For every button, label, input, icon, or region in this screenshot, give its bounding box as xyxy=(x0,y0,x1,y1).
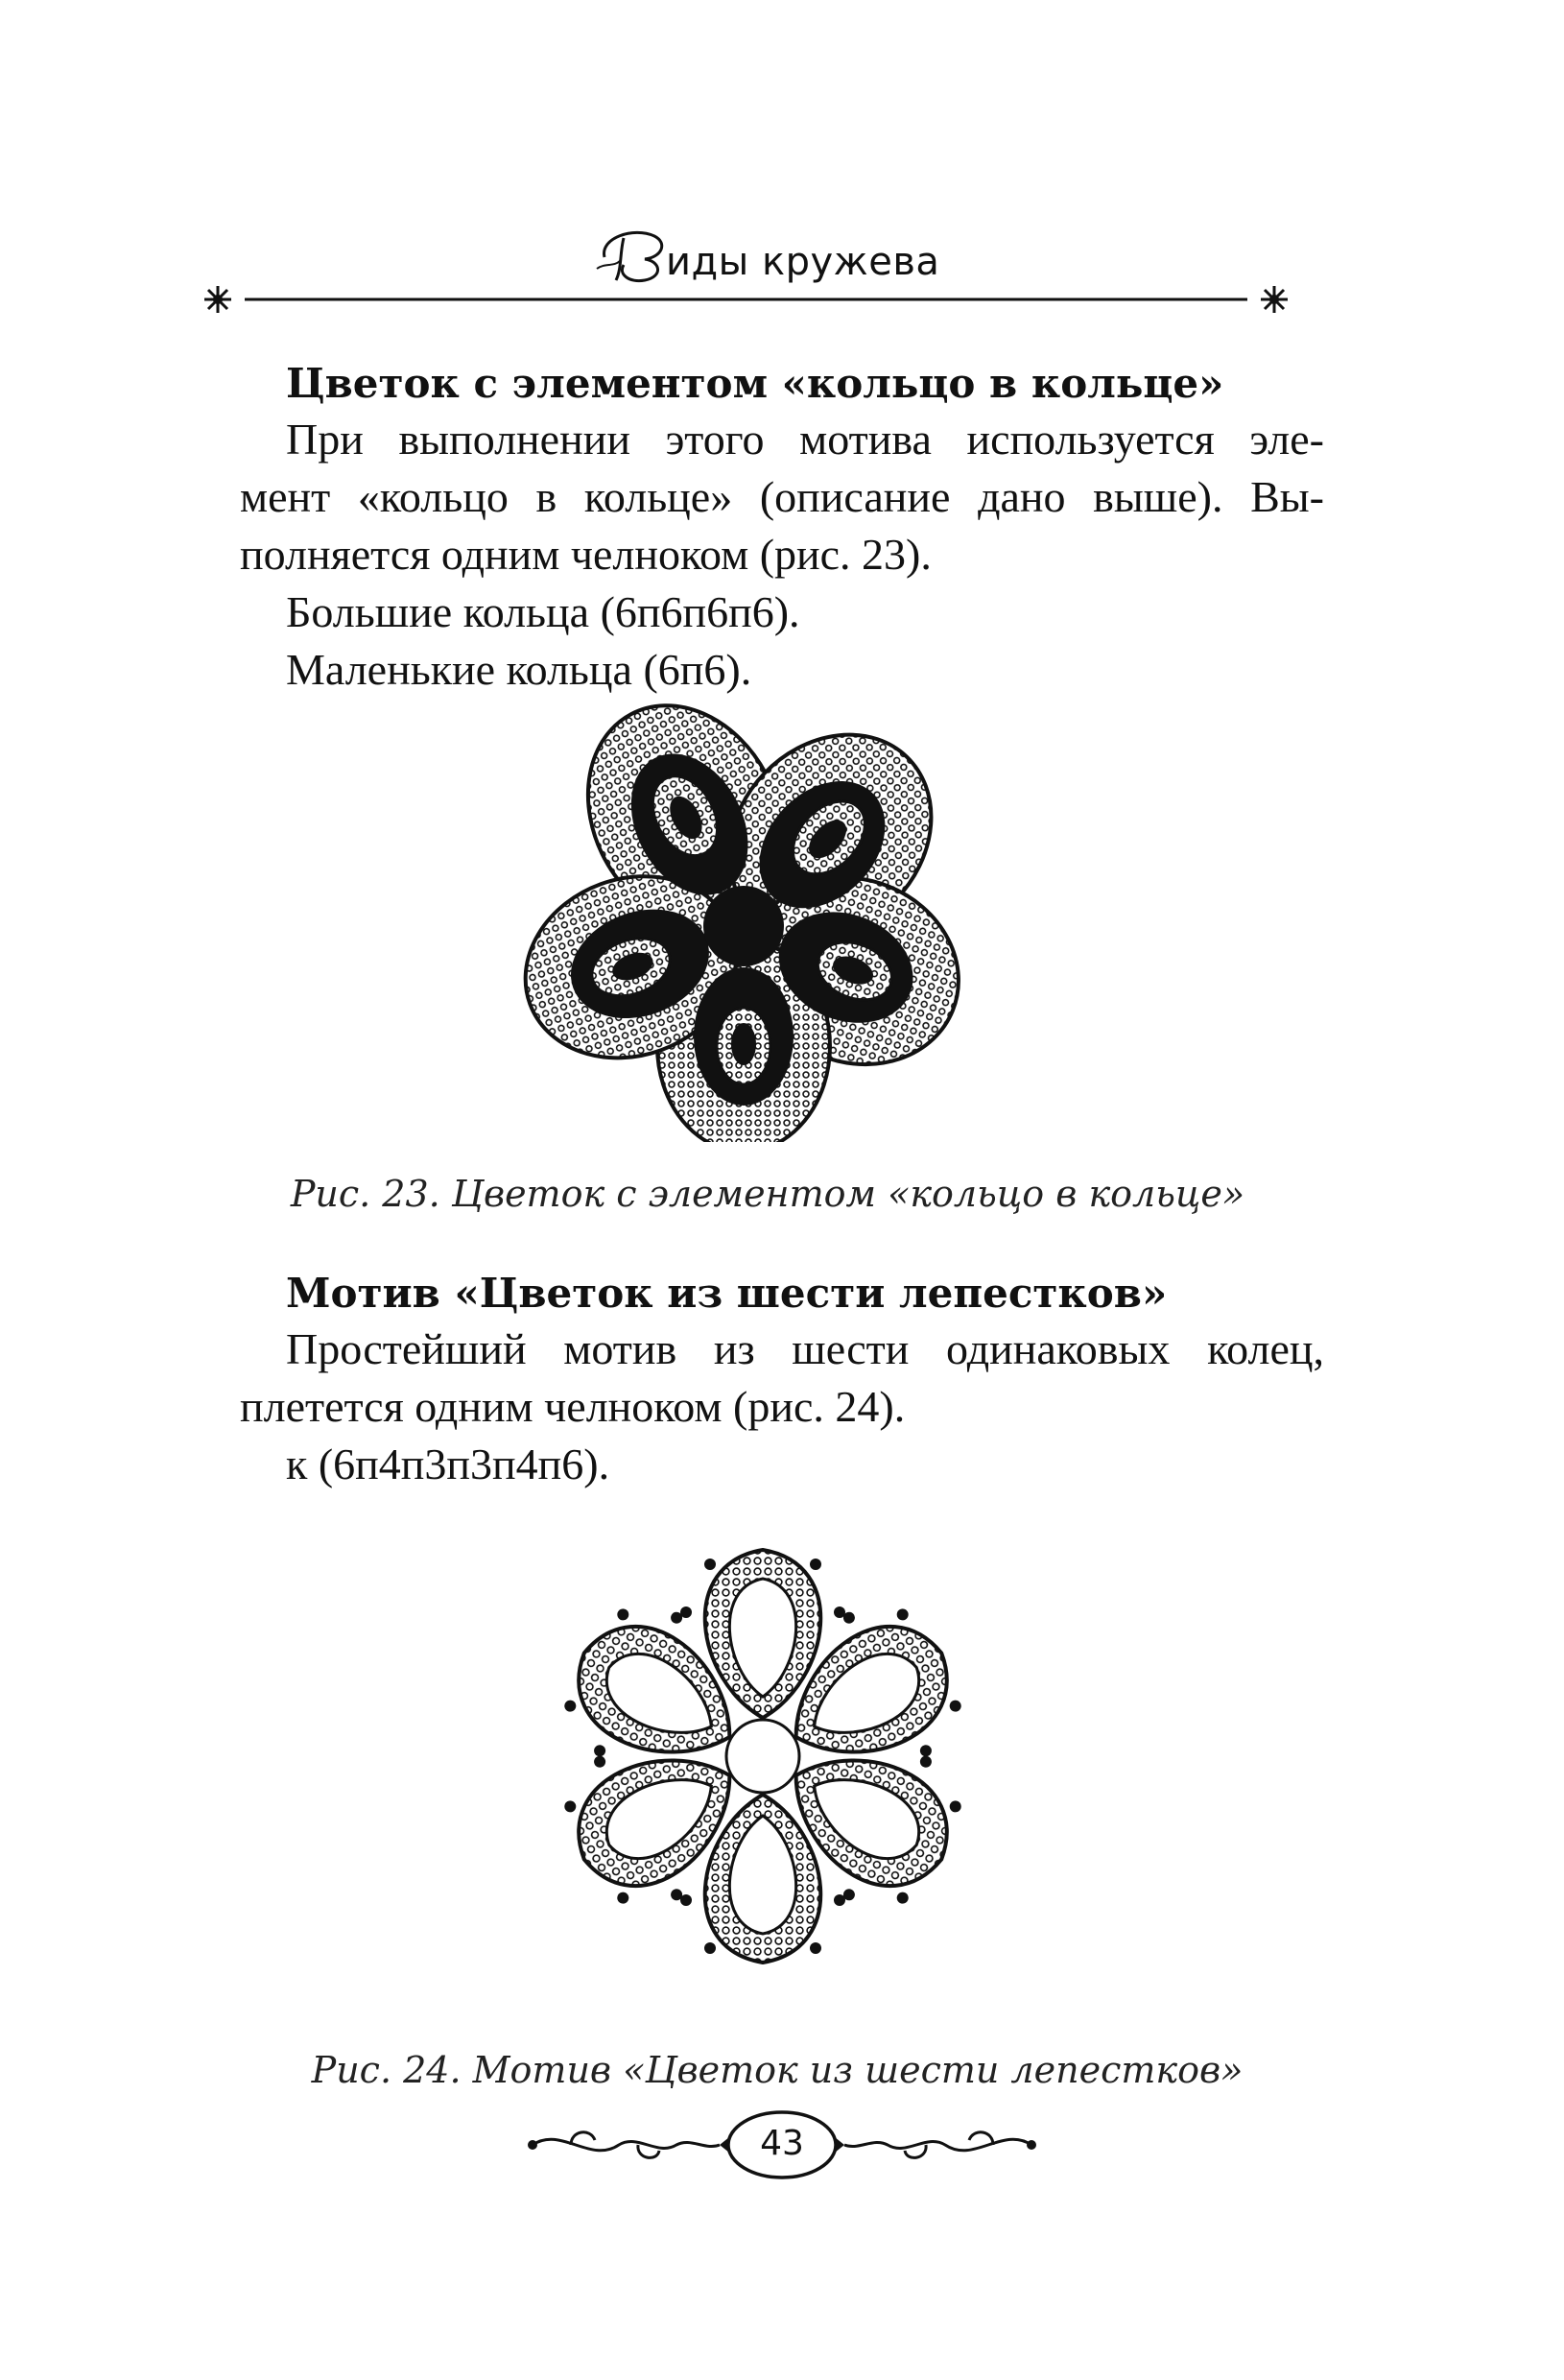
page-footer xyxy=(513,2106,1051,2183)
snowflake-ornament-left-icon xyxy=(204,286,231,313)
decorative-initial-icon xyxy=(595,219,672,286)
paragraph-line: Маленькие кольца (6п6). xyxy=(286,645,752,694)
running-header-text: иды кружева xyxy=(666,240,940,284)
section-ring-in-ring xyxy=(240,357,1324,699)
figure-caption: Рис. 23. Цветок с элементом «кольцо в кольце» xyxy=(290,1173,1245,1215)
section-paragraph xyxy=(240,1321,1324,1493)
figure-caption: Рис. 24. Мотив «Цветок из шести лепестков» xyxy=(311,2049,1244,2091)
paragraph-line: к (6п4п3п3п4п6). xyxy=(286,1440,610,1488)
paragraph-line: Простейший мотив из шести одинаковых колец, xyxy=(286,1324,1324,1373)
paragraph-line: Большие кольца (6п6п6п6). xyxy=(286,587,800,636)
paragraph-line: полняется одним челноком (рис. 23). xyxy=(240,530,932,579)
running-header xyxy=(0,202,1564,288)
snowflake-ornament-right-icon xyxy=(1261,286,1288,313)
section-title: Мотив «Цветок из шести лепестков» xyxy=(286,1270,1168,1317)
paragraph-line: плетется одним челноком (рис. 24). xyxy=(240,1382,906,1431)
page-number: 43 xyxy=(760,2124,804,2163)
head-initial: В xyxy=(595,219,596,220)
figure-24-six-petal-illustration xyxy=(494,1516,1031,1996)
running-header-title xyxy=(595,219,998,286)
figure-23-flower-illustration xyxy=(499,701,998,1142)
header-rule xyxy=(197,285,1295,314)
paragraph-line: мент «кольцо в кольце» (описание дано выше). Вы- xyxy=(240,472,1324,521)
section-six-petal-flower xyxy=(240,1267,1324,1493)
paragraph-line: При выполнении этого мотива используется эле- xyxy=(286,415,1324,464)
section-title: Цветок с элементом «кольцо в кольце» xyxy=(286,360,1224,407)
section-paragraph xyxy=(240,411,1324,699)
